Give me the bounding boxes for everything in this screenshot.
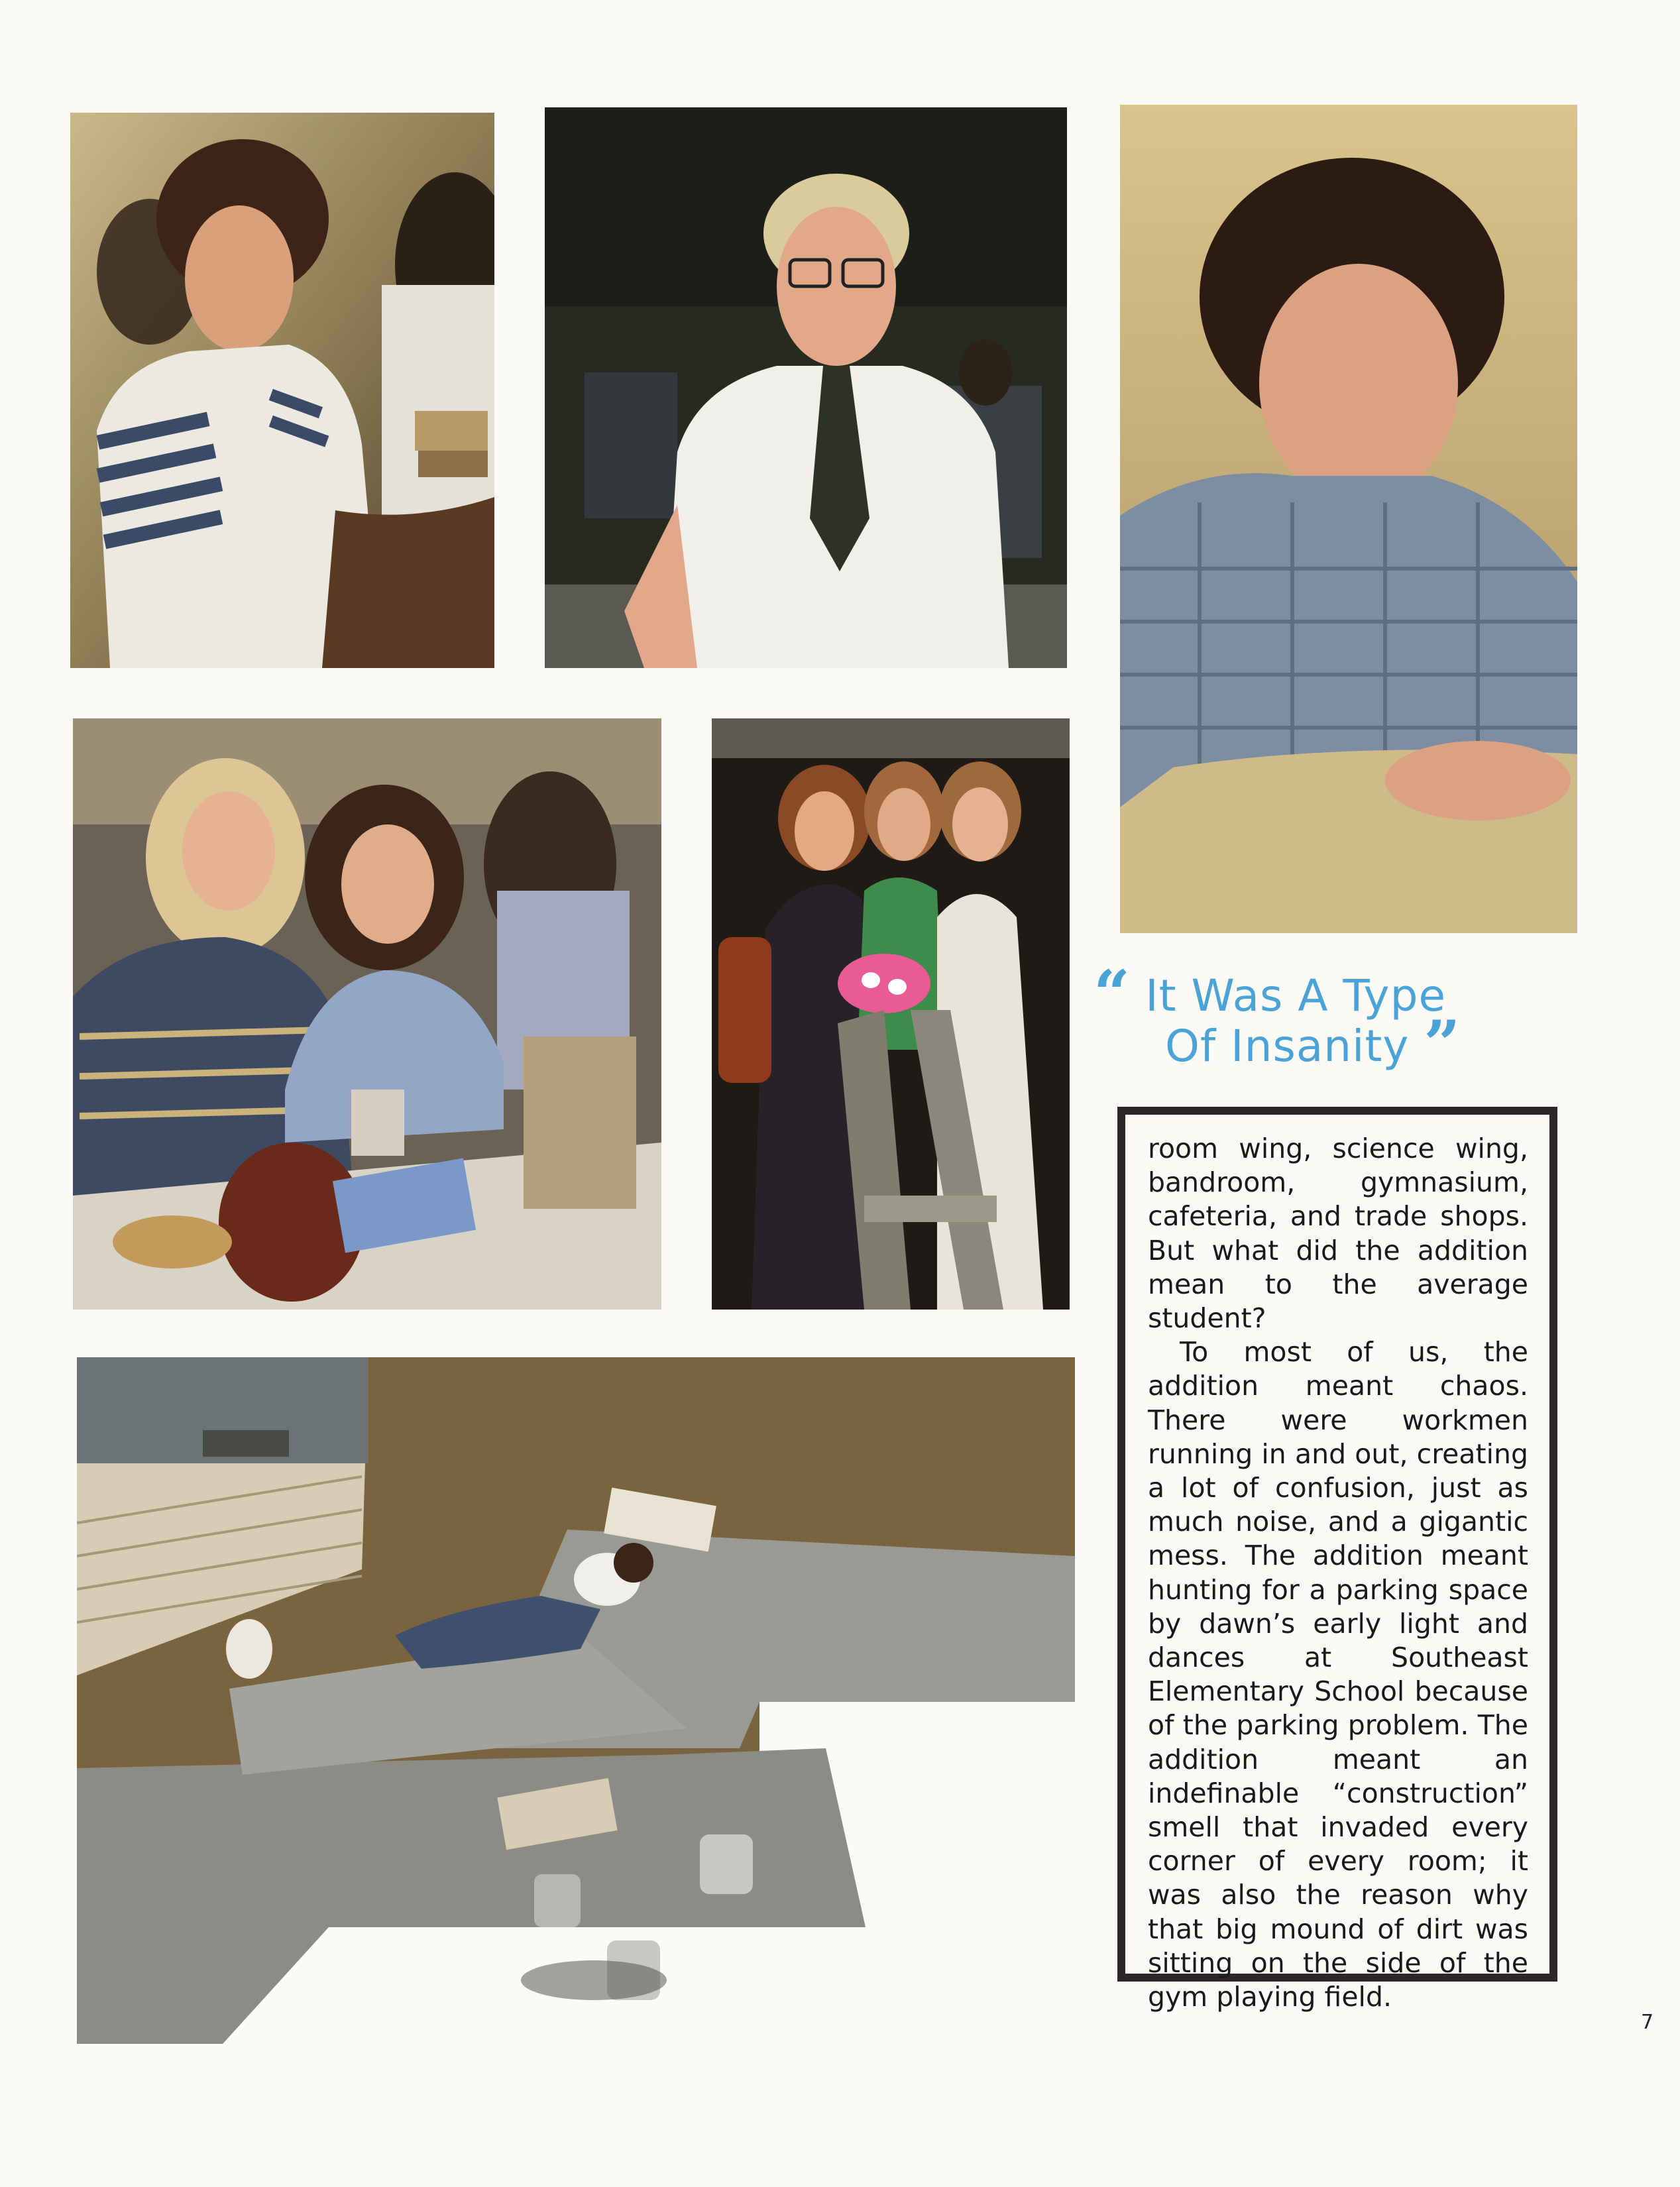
headline-text-2: Of Insanity xyxy=(1165,1021,1410,1072)
headline-text-1: It Was A Type xyxy=(1145,970,1447,1021)
article-body xyxy=(1148,1132,1528,2014)
headline-line-1 xyxy=(1093,956,1447,1031)
close-quote-mark: ” xyxy=(1424,1007,1461,1082)
article-paragraph-2: To most of us, the addition meant chaos. There were workmen running in and out, creating a lot of confusion, just as much noise, and a gigantic mess. The addition meant hunting for a parking space by dawn’s early light and dances at Southeast Elementary School because of the parking problem. The addition meant an indefinable “construction” smell that invaded every corner of every room; it was also the reason why that big mound of dirt was sitting on the side of the gym playing field. xyxy=(1148,1336,1528,2013)
page-number: 7 xyxy=(1641,2011,1654,2034)
headline xyxy=(1093,956,1597,1082)
photo-three-girls xyxy=(712,718,1070,1310)
photo-sidewalk-construction xyxy=(77,1357,1075,2044)
photo-teacher-with-tie xyxy=(545,107,1067,668)
headline-line-2 xyxy=(1165,1007,1461,1082)
article-text-box xyxy=(1117,1107,1557,2013)
photo-student-striped-shirt xyxy=(70,113,494,668)
photo-girls-in-cafeteria xyxy=(73,718,661,1310)
photo-student-writing xyxy=(1120,105,1577,933)
article-paragraph-1: room wing, science wing, bandroom, gymnasium, cafeteria, and trade shops. But what did the addition mean to the average student? xyxy=(1148,1133,1528,1335)
open-quote-mark: “ xyxy=(1093,956,1131,1031)
